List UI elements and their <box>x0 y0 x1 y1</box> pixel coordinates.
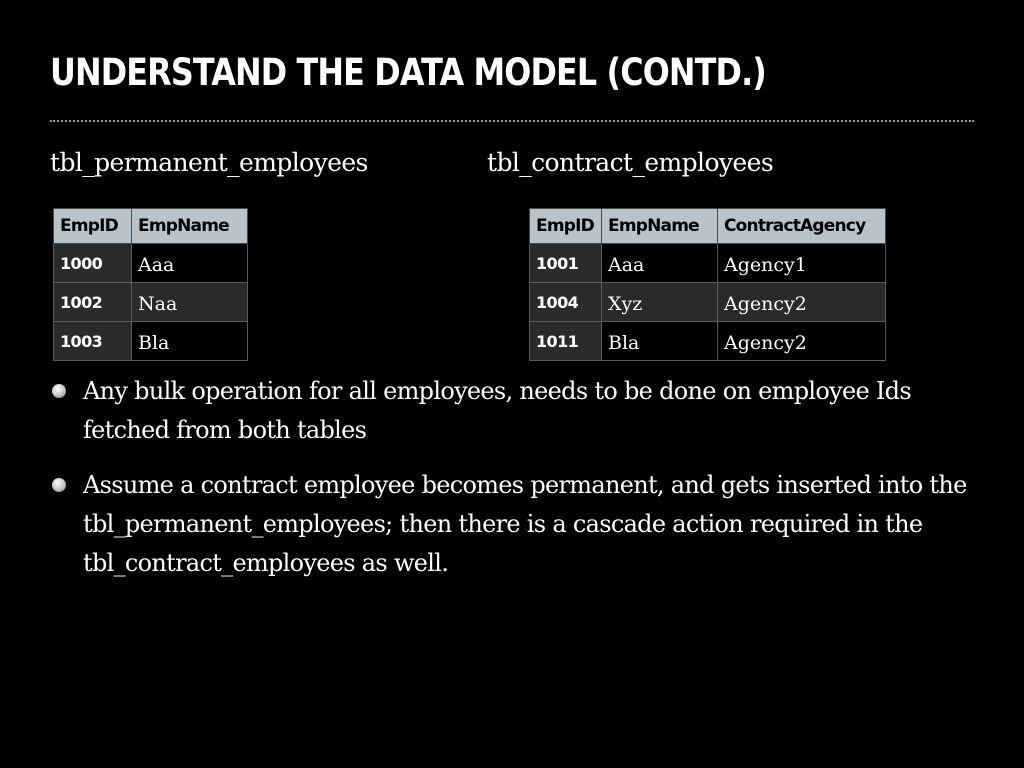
empid-cell: 1000 <box>54 244 132 283</box>
permanent-employees-table <box>53 208 248 361</box>
empid-cell: 1004 <box>530 283 602 322</box>
bullet-text: Assume a contract employee becomes permanent, and gets inserted into the tbl_permanent_employees; then there is a cascade action required in the tbl_contract_employees as well. <box>83 471 967 577</box>
table-row <box>530 283 886 322</box>
permanent-table-caption: tbl_permanent_employees <box>50 148 368 177</box>
empname-cell: Aaa <box>132 244 248 283</box>
contractagency-cell: Agency2 <box>718 283 886 322</box>
bullet-list <box>50 372 990 599</box>
table-header-row <box>54 209 248 244</box>
bullet-dot-icon <box>52 478 66 492</box>
bullet-item <box>50 466 990 583</box>
table-row <box>54 322 248 361</box>
empid-cell: 1011 <box>530 322 602 361</box>
column-header-empname: EmpName <box>602 209 718 244</box>
empname-cell: Bla <box>132 322 248 361</box>
empname-cell: Naa <box>132 283 248 322</box>
contractagency-cell: Agency2 <box>718 322 886 361</box>
column-header-empid: EmpID <box>530 209 602 244</box>
table-header-row <box>530 209 886 244</box>
empname-cell: Aaa <box>602 244 718 283</box>
slide-title: UNDERSTAND THE DATA MODEL (CONTD.) <box>50 51 766 94</box>
contract-employees-table <box>529 208 886 361</box>
bullet-text: Any bulk operation for all employees, needs to be done on employee Ids fetched from both tables <box>83 377 911 444</box>
empname-cell: Xyz <box>602 283 718 322</box>
table-row <box>54 244 248 283</box>
table-row <box>530 244 886 283</box>
contract-table-caption: tbl_contract_employees <box>487 148 774 177</box>
column-header-empid: EmpID <box>54 209 132 244</box>
empid-cell: 1002 <box>54 283 132 322</box>
bullet-dot-icon <box>52 384 66 398</box>
contractagency-cell: Agency1 <box>718 244 886 283</box>
empname-cell: Bla <box>602 322 718 361</box>
column-header-contractagency: ContractAgency <box>718 209 886 244</box>
table-row <box>54 283 248 322</box>
title-divider <box>50 120 974 122</box>
column-header-empname: EmpName <box>132 209 248 244</box>
empid-cell: 1003 <box>54 322 132 361</box>
bullet-item <box>50 372 990 450</box>
empid-cell: 1001 <box>530 244 602 283</box>
table-row <box>530 322 886 361</box>
